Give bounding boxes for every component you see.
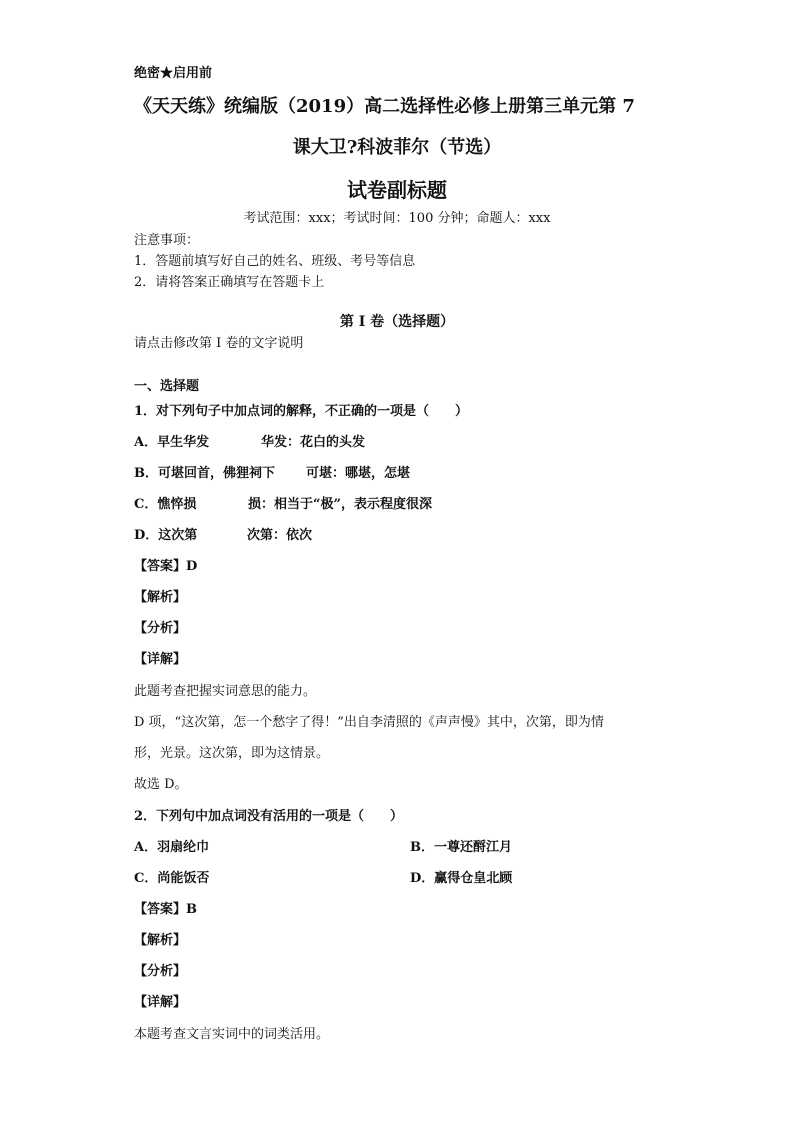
option-label: A．早生华发 bbox=[134, 435, 210, 450]
question-1-explanation: 此题考查把握实词意思的能力。 bbox=[134, 684, 317, 699]
question-1-explanation: D 项，“这次第，怎一个愁字了得！”出自李清照的《声声慢》其中，次第，即为情 bbox=[134, 715, 604, 730]
volume-note: 请点击修改第 I 卷的文字说明 bbox=[134, 336, 304, 351]
exam-title-line1: 《天天练》统编版（2019）高二选择性必修上册第三单元第 7 bbox=[134, 96, 635, 117]
notice-item: 1．答题前填写好自己的姓名、班级、考号等信息 bbox=[134, 254, 416, 269]
question-2-option-d: D．赢得仓皇北顾 bbox=[410, 871, 513, 886]
question-1-option-d bbox=[134, 524, 312, 543]
option-label: C．憔悴损 bbox=[134, 497, 197, 512]
secret-mark: 绝密★启用前 bbox=[134, 66, 213, 81]
option-gloss: 可堪：哪堪，怎堪 bbox=[306, 466, 411, 481]
question-2-option-b: B．一尊还酹江月 bbox=[410, 840, 512, 855]
volume-title: 第 I 卷（选择题） bbox=[339, 314, 455, 330]
exam-info: 考试范围：xxx；考试时间：100 分钟；命题人：xxx bbox=[243, 211, 551, 226]
question-2-answer: 【答案】B bbox=[134, 902, 197, 917]
question-2-fenxi: 【分析】 bbox=[134, 964, 187, 979]
question-2-option-c: C．尚能饭否 bbox=[134, 871, 210, 886]
notice-heading: 注意事项： bbox=[134, 233, 200, 248]
option-gloss: 损：相当于“极”，表示程度很深 bbox=[248, 497, 432, 512]
question-1-detail: 【详解】 bbox=[134, 652, 187, 667]
option-gloss: 次第：依次 bbox=[247, 528, 313, 543]
question-1-option-b bbox=[134, 462, 410, 481]
question-1-stem: 1．对下列句子中加点词的解释，不正确的一项是（ ） bbox=[134, 404, 469, 419]
notice-item: 2．请将答案正确填写在答题卡上 bbox=[134, 275, 325, 290]
exam-title-line2: 课大卫?科波菲尔（节选） bbox=[292, 137, 502, 158]
question-1-option-a bbox=[134, 431, 365, 450]
option-gloss: 华发：花白的头发 bbox=[261, 435, 366, 450]
question-1-option-c bbox=[134, 493, 432, 512]
question-2-analysis: 【解析】 bbox=[134, 933, 187, 948]
question-1-fenxi: 【分析】 bbox=[134, 621, 187, 636]
question-2-stem: 2．下列句中加点词没有活用的一项是（ ） bbox=[134, 809, 404, 824]
question-2-detail: 【详解】 bbox=[134, 995, 187, 1010]
section-title: 一、选择题 bbox=[134, 379, 200, 394]
question-1-analysis: 【解析】 bbox=[134, 590, 187, 605]
question-2-option-a: A．羽扇纶巾 bbox=[134, 840, 210, 855]
question-2-explanation: 本题考查文言实词中的词类活用。 bbox=[134, 1027, 330, 1042]
exam-subtitle: 试卷副标题 bbox=[347, 178, 447, 202]
question-1-explanation: 形，光景。这次第，即为这情景。 bbox=[134, 746, 330, 761]
question-1-explanation: 故选 D。 bbox=[134, 777, 188, 792]
option-label: D．这次第 bbox=[134, 528, 198, 543]
question-1-answer: 【答案】D bbox=[134, 559, 198, 574]
option-label: B．可堪回首，佛狸祠下 bbox=[134, 466, 275, 481]
